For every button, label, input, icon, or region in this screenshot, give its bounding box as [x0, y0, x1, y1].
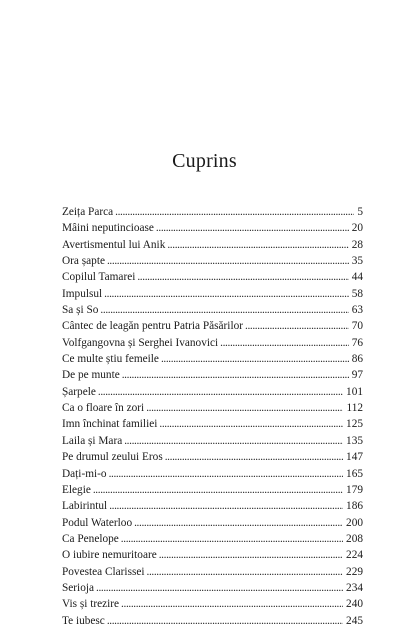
toc-entry: [62, 531, 363, 547]
toc-entry-title: Serioja: [62, 581, 94, 594]
toc-dot-leader: [159, 416, 343, 432]
toc-entry: [62, 351, 363, 367]
toc-entry-page: 58: [351, 287, 363, 300]
toc-entry: [62, 286, 363, 302]
toc-dot-leader: [100, 302, 348, 318]
toc-entry-title: Zeița Parca: [62, 206, 114, 218]
toc-entry: [62, 433, 363, 449]
toc-entry-page: 101: [346, 385, 363, 398]
toc-dot-leader: [121, 596, 343, 612]
toc-dot-leader: [245, 318, 349, 334]
toc-entry: [62, 515, 363, 531]
toc-entry: [62, 367, 363, 383]
toc-entry-page: 240: [346, 598, 363, 611]
toc-entry: [62, 237, 363, 253]
toc-entry: [62, 220, 363, 236]
toc-entry-title: Te iubesc: [62, 614, 105, 627]
toc-entry-page: 20: [351, 222, 363, 235]
toc-entry: [62, 335, 363, 351]
toc-entry-title: Ce multe știu femeile: [62, 353, 159, 366]
toc-entry: [62, 564, 363, 580]
toc-entry-page: 135: [346, 434, 363, 447]
toc-entry-title: De pe munte: [62, 369, 120, 382]
toc-entry-title: Povestea Clarissei: [62, 565, 145, 578]
toc-entry-title: Volfgangovna și Serghei Ivanovici: [62, 336, 219, 349]
toc-dot-leader: [109, 466, 343, 482]
toc-entry-title: O iubire nemuritoare: [62, 549, 157, 562]
toc-entry-page: 35: [351, 255, 363, 268]
toc-entry: [62, 416, 363, 432]
toc-entry-title: Laila și Mara: [62, 434, 123, 447]
toc-dot-leader: [107, 253, 349, 269]
table-of-contents: [62, 204, 363, 629]
toc-entry-page: 245: [346, 614, 363, 627]
toc-entry-page: 97: [351, 369, 363, 382]
toc-entry: [62, 400, 363, 416]
toc-entry-page: 224: [346, 549, 363, 562]
toc-entry-title: Vis și trezire: [62, 598, 120, 611]
toc-entry-title: Labirintul: [62, 500, 108, 513]
toc-entry-page: 165: [346, 467, 363, 480]
toc-entry: [62, 302, 363, 318]
toc-dot-leader: [165, 449, 343, 465]
toc-entry: [62, 466, 363, 482]
toc-dot-leader: [121, 531, 343, 547]
toc-entry-page: 125: [346, 418, 363, 431]
toc-entry-title: Dați-mi-o: [62, 467, 107, 480]
toc-entry-title: Pe drumul zeului Eros: [62, 451, 163, 464]
toc-entry-page: 5: [357, 206, 363, 218]
toc-entry: [62, 596, 363, 612]
toc-entry: [62, 547, 363, 563]
toc-entry-page: 179: [346, 483, 363, 496]
toc-entry-title: Ca Penelope: [62, 532, 119, 545]
toc-dot-leader: [107, 613, 343, 629]
toc-dot-leader: [147, 564, 344, 580]
toc-dot-leader: [122, 367, 349, 383]
toc-dot-leader: [134, 515, 343, 531]
toc-dot-leader: [124, 433, 343, 449]
toc-dot-leader: [161, 351, 349, 367]
toc-entry-title: Șarpele: [62, 385, 96, 398]
toc-entry-title: Elegie: [62, 483, 91, 496]
toc-entry: [62, 580, 363, 596]
toc-entry-page: 147: [346, 451, 363, 464]
toc-entry-title: Avertismentul lui Anik: [62, 238, 166, 251]
toc-dot-leader: [220, 335, 349, 351]
toc-dot-leader: [156, 220, 349, 236]
toc-dot-leader: [167, 237, 348, 253]
toc-entry-title: Imn închinat familiei: [62, 418, 158, 431]
toc-entry: [62, 204, 363, 220]
toc-dot-leader: [93, 482, 343, 498]
toc-dot-leader: [137, 269, 348, 285]
toc-dot-leader: [115, 204, 354, 220]
toc-entry: [62, 498, 363, 514]
toc-dot-leader: [159, 547, 343, 563]
toc-entry-page: 76: [351, 336, 363, 349]
toc-entry: [62, 449, 363, 465]
toc-entry-page: 86: [351, 353, 363, 366]
toc-entry-page: 208: [346, 532, 363, 545]
toc-entry-title: Mâini neputincioase: [62, 222, 154, 235]
toc-entry-title: Podul Waterloo: [62, 516, 133, 529]
toc-entry-title: Ora șapte: [62, 255, 105, 268]
toc-dot-leader: [146, 400, 343, 416]
toc-entry-page: 63: [351, 304, 363, 317]
page-title: Cuprins: [172, 150, 237, 172]
toc-entry-page: 186: [346, 500, 363, 513]
toc-entry-page: 234: [346, 581, 363, 594]
toc-entry-title: Copilul Tamarei: [62, 271, 136, 284]
toc-entry: [62, 384, 363, 400]
toc-entry-page: 112: [346, 402, 363, 415]
toc-dot-leader: [96, 580, 343, 596]
toc-entry: [62, 269, 363, 285]
toc-entry: [62, 482, 363, 498]
toc-entry-page: 70: [351, 320, 363, 333]
toc-dot-leader: [109, 498, 343, 514]
toc-entry-page: 200: [346, 516, 363, 529]
toc-entry-page: 229: [346, 565, 363, 578]
toc-entry: [62, 318, 363, 334]
toc-entry-title: Ca o floare în zori: [62, 402, 145, 415]
toc-entry-page: 44: [351, 271, 363, 284]
toc-entry: [62, 613, 363, 629]
toc-dot-leader: [98, 384, 343, 400]
toc-entry: [62, 253, 363, 269]
toc-entry-title: Sa și So: [62, 304, 99, 317]
toc-entry-title: Impulsul: [62, 287, 103, 300]
toc-entry-page: 28: [351, 238, 363, 251]
toc-entry-title: Cântec de leagăn pentru Patria Păsărilor: [62, 320, 243, 333]
toc-dot-leader: [104, 286, 349, 302]
